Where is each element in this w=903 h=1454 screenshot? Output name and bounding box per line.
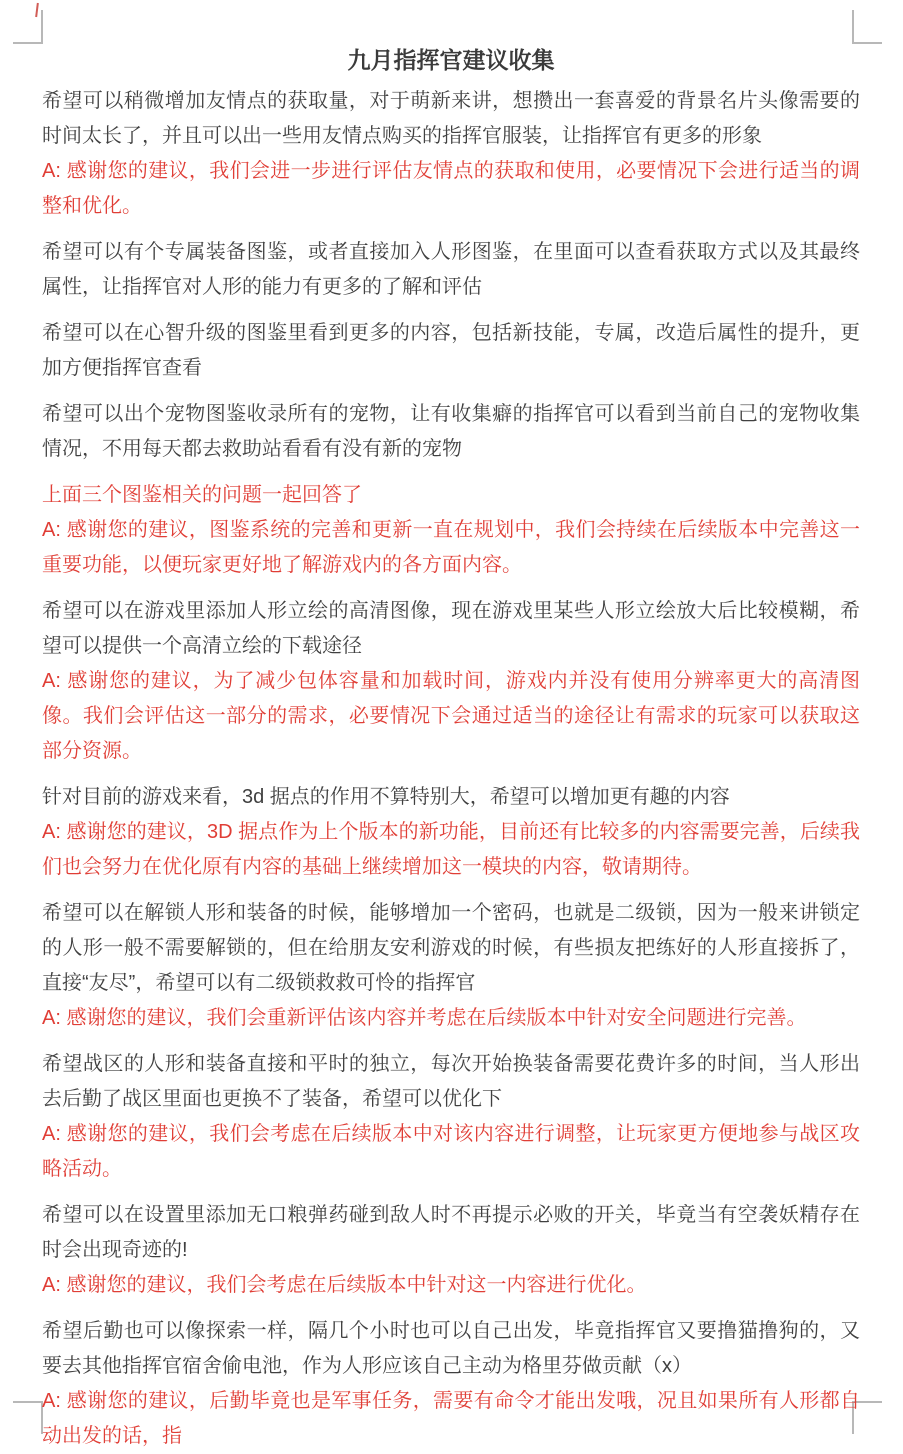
suggestion-paragraph: 希望可以稍微增加友情点的获取量，对于萌新来讲，想攒出一套喜爱的背景名片头像需要的时间太长了，并且可以出一些用友情点购买的指挥官服装，让指挥官有更多的形象	[42, 90, 860, 147]
qa-section	[42, 235, 860, 305]
qa-section	[42, 780, 860, 885]
qa-section	[42, 397, 860, 467]
qa-section	[42, 594, 860, 769]
suggestion-paragraph: 希望可以在心智升级的图鉴里看到更多的内容，包括新技能，专属，改造后属性的提升，更加方便指挥官查看	[42, 322, 860, 379]
crop-mark-top-left	[13, 10, 43, 44]
suggestion-paragraph: 希望可以在游戏里添加人形立绘的高清图像，现在游戏里某些人形立绘放大后比较模糊，希望可以提供一个高清立绘的下载途径	[42, 600, 860, 657]
answer-paragraph: A: 感谢您的建议，我们会进一步进行评估友情点的获取和使用，必要情况下会进行适当的调整和优化。	[42, 160, 860, 217]
suggestion-paragraph: 希望战区的人形和装备直接和平时的独立，每次开始换装备需要花费许多的时间，当人形出去后勤了战区里面也更换不了装备，希望可以优化下	[42, 1053, 860, 1110]
qa-section	[42, 1314, 860, 1454]
suggestion-paragraph: 希望可以在解锁人形和装备的时候，能够增加一个密码，也就是二级锁，因为一般来讲锁定的人形一般不需要解锁的，但在给朋友安利游戏的时候，有些损友把练好的人形直接拆了，直接“友尽”，希望可以有二级锁救救可怜的指挥官	[42, 902, 860, 994]
qa-section	[42, 84, 860, 224]
document-body	[42, 84, 860, 1454]
answer-paragraph: 上面三个图鉴相关的问题一起回答了	[42, 484, 362, 506]
answer-paragraph: A: 感谢您的建议，我们会考虑在后续版本中对该内容进行调整，让玩家更方便地参与战区攻略活动。	[42, 1123, 860, 1180]
answer-paragraph: A: 感谢您的建议，我们会重新评估该内容并考虑在后续版本中针对安全问题进行完善。	[42, 1007, 807, 1029]
suggestion-paragraph: 针对目前的游戏来看，3d 据点的作用不算特别大，希望可以增加更有趣的内容	[42, 786, 730, 808]
document-content	[42, 45, 860, 1454]
answer-paragraph: A: 感谢您的建议，为了减少包体容量和加载时间，游戏内并没有使用分辨率更大的高清图像。我们会评估这一部分的需求，必要情况下会通过适当的途径让有需求的玩家可以获取这部分资源。	[42, 670, 860, 762]
answer-paragraph: A: 感谢您的建议，3D 据点作为上个版本的新功能，目前还有比较多的内容需要完善，后续我们也会努力在优化原有内容的基础上继续增加这一模块的内容，敬请期待。	[42, 821, 860, 878]
suggestion-paragraph: 希望可以在设置里添加无口粮弹药碰到敌人时不再提示必败的开关，毕竟当有空袭妖精存在时会出现奇迹的!	[42, 1204, 860, 1261]
qa-section	[42, 1198, 860, 1303]
page-title: 九月指挥官建议收集	[347, 47, 555, 73]
answer-paragraph: A: 感谢您的建议，图鉴系统的完善和更新一直在规划中，我们会持续在后续版本中完善这一重要功能，以便玩家更好地了解游戏内的各方面内容。	[42, 519, 860, 576]
answer-paragraph: A: 感谢您的建议，后勤毕竟也是军事任务，需要有命令才能出发哦，况且如果所有人形都自动出发的话，指	[42, 1390, 860, 1447]
crop-mark-bottom-left	[13, 1401, 43, 1434]
suggestion-paragraph: 希望可以有个专属装备图鉴，或者直接加入人形图鉴，在里面可以查看获取方式以及其最终属性，让指挥官对人形的能力有更多的了解和评估	[42, 241, 860, 298]
qa-section	[42, 896, 860, 1036]
qa-section	[42, 316, 860, 386]
qa-section	[42, 478, 860, 583]
crop-mark-top-right	[852, 10, 882, 44]
suggestion-paragraph: 希望后勤也可以像探索一样，隔几个小时也可以自己出发，毕竟指挥官又要撸猫撸狗的，又要去其他指挥官宿舍偷电池，作为人形应该自己主动为格里芬做贡献（x）	[42, 1320, 860, 1377]
qa-section	[42, 1047, 860, 1187]
suggestion-paragraph: 希望可以出个宠物图鉴收录所有的宠物，让有收集癖的指挥官可以看到当前自己的宠物收集情况，不用每天都去救助站看看有没有新的宠物	[42, 403, 860, 460]
answer-paragraph: A: 感谢您的建议，我们会考虑在后续版本中针对这一内容进行优化。	[42, 1274, 647, 1296]
